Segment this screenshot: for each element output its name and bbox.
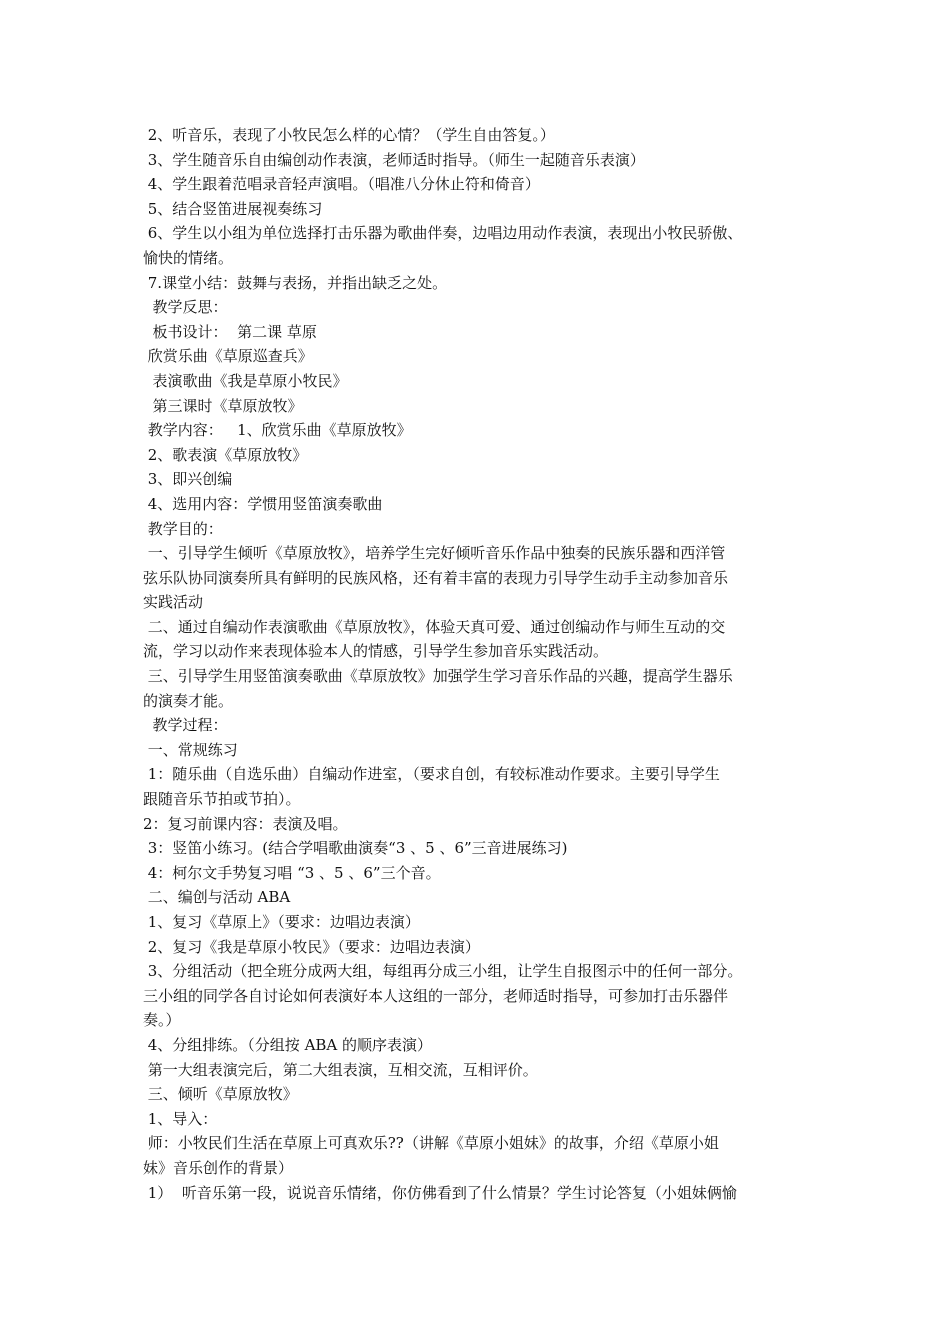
document-body bbox=[143, 123, 823, 1205]
text-line: 7.课堂小结：鼓舞与表扬，并指出缺乏之处。 bbox=[143, 273, 448, 292]
text-line: 愉快的情绪。 bbox=[143, 248, 234, 267]
text-line: 教学目的： bbox=[143, 519, 223, 538]
text-line: 3、分组活动（把全班分成两大组，每组再分成三小组，让学生自报图示中的任何一部分。 bbox=[143, 962, 743, 981]
text-line: 跟随音乐节拍或节拍）。 bbox=[143, 790, 301, 809]
text-line: 三、引导学生用竖笛演奏歌曲《草原放牧》加强学生学习音乐作品的兴趣，提高学生器乐 bbox=[143, 667, 733, 686]
text-line: 4：柯尔文手势复习唱 “3 、5 、6”三个音。 bbox=[143, 863, 441, 882]
text-line: 2、听音乐，表现了小牧民怎么样的心情？（学生自由答复。） bbox=[143, 126, 555, 144]
text-line: 1、复习《草原上》（要求：边唱边表演） bbox=[143, 913, 420, 931]
text-line: 2：复习前课内容：表演及唱。 bbox=[143, 814, 348, 833]
text-line: 实践活动 bbox=[143, 593, 204, 612]
text-line: 三、倾听《草原放牧》 bbox=[143, 1085, 298, 1104]
text-line: 4、学生跟着范唱录音轻声演唱。（唱准八分休止符和倚音） bbox=[143, 175, 540, 194]
text-line: 4、选用内容：学惯用竖笛演奏歌曲 bbox=[143, 494, 383, 513]
text-line: 一、引导学生倾听《草原放牧》，培养学生完好倾听音乐作品中独奏的民族乐器和西洋管 bbox=[143, 544, 726, 563]
text-line: 第一大组表演完后，第二大组表演，互相交流，互相评价。 bbox=[143, 1060, 538, 1079]
text-line: 5、结合竖笛进展视奏练习 bbox=[143, 199, 323, 218]
text-line: 教学内容： 1、欣赏乐曲《草原放牧》 bbox=[143, 421, 412, 440]
text-line: 师：小牧民们生活在草原上可真欢乐??（讲解《草原小姐妹》的故事，介绍《草原小姐 bbox=[143, 1134, 719, 1153]
text-line: 一、常规练习 bbox=[143, 740, 238, 759]
text-line: 3、即兴创编 bbox=[143, 470, 233, 489]
text-line: 二、编创与活动 ABA bbox=[143, 888, 291, 907]
text-line: 奏。） bbox=[143, 1011, 181, 1030]
text-line: 6、学生以小组为单位选择打击乐器为歌曲伴奏，边唱边用动作表演，表现出小牧民骄傲、 bbox=[143, 224, 743, 243]
text-line: 4、分组排练。（分组按 ABA 的顺序表演） bbox=[143, 1035, 433, 1054]
text-line: 弦乐队协同演奏所具有鲜明的民族风格，还有着丰富的表现力引导学生动手主动参加音乐 bbox=[143, 568, 729, 587]
text-line: 三小组的同学各自讨论如何表演好本人这组的一部分，老师适时指导，可参加打击乐器伴 bbox=[143, 986, 729, 1005]
text-line: 教学反思： bbox=[143, 298, 228, 317]
text-line: 板书设计： 第二课 草原 bbox=[143, 322, 317, 341]
text-line: 2、歌表演《草原放牧》 bbox=[143, 445, 308, 464]
text-line: 表演歌曲《我是草原小牧民》 bbox=[143, 371, 348, 390]
text-line: 1、导入： bbox=[143, 1109, 218, 1128]
text-line: 教学过程： bbox=[143, 716, 228, 735]
text-line: 妹》音乐创作的背景） bbox=[143, 1158, 294, 1177]
text-line: 3：竖笛小练习。(结合学唱歌曲演奏“3 、5 、6”三音进展练习) bbox=[143, 839, 568, 858]
text-line: 第三课时《草原放牧》 bbox=[143, 396, 303, 415]
text-line: 1：随乐曲（自选乐曲）自编动作进室，（要求自创，有较标准动作要求。主要引导学生 bbox=[143, 765, 720, 784]
text-line: 1） 听音乐第一段，说说音乐情绪，你仿佛看到了什么情景？学生讨论答复（小姐妹俩愉 bbox=[143, 1183, 737, 1202]
text-line: 欣赏乐曲《草原巡查兵》 bbox=[143, 347, 313, 366]
text-line: 流，学习以动作来表现体验本人的情感，引导学生参加音乐实践活动。 bbox=[143, 642, 609, 661]
text-line: 3、学生随音乐自由编创动作表演，老师适时指导。（师生一起随音乐表演） bbox=[143, 150, 645, 169]
text-line: 2、复习《我是草原小牧民》（要求：边唱边表演） bbox=[143, 937, 480, 956]
text-line: 的演奏才能。 bbox=[143, 691, 234, 710]
text-line: 二、通过自编动作表演歌曲《草原放牧》，体验天真可爱、通过创编动作与师生互动的交 bbox=[143, 617, 726, 636]
